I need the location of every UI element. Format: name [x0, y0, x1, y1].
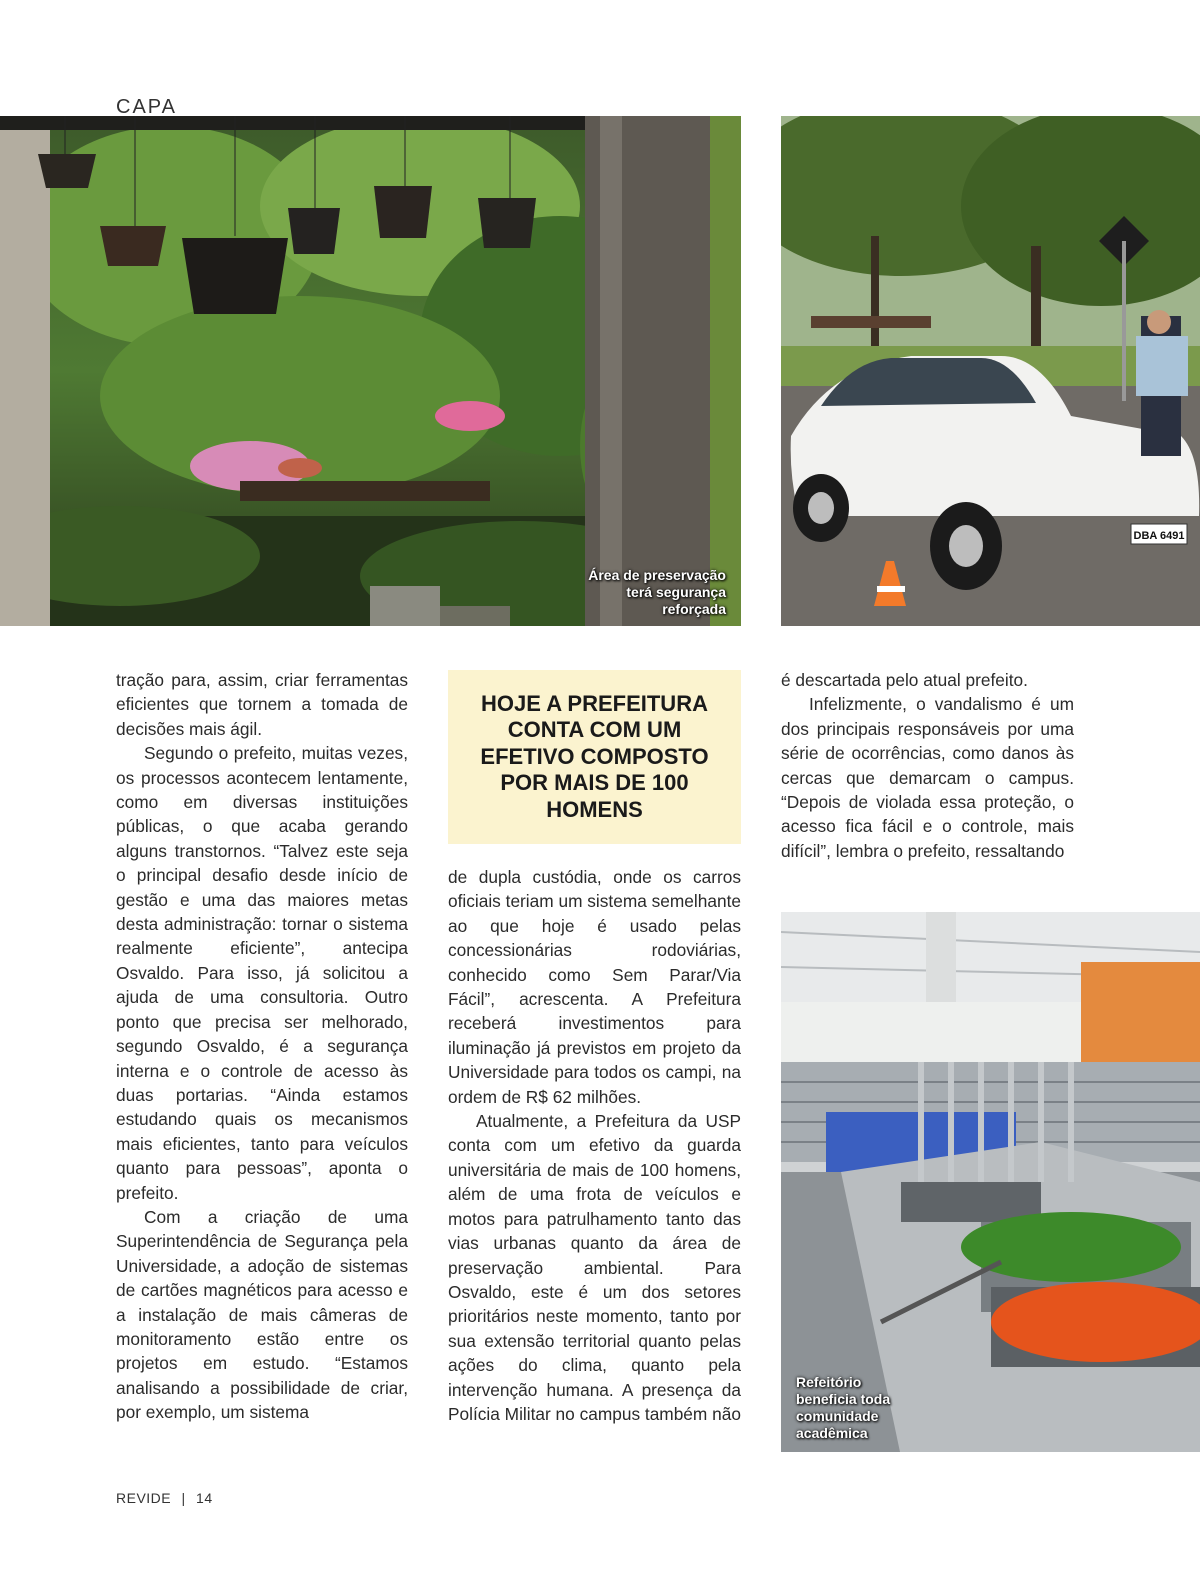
paragraph: Segundo o prefeito, muitas vezes, os processos acontecem lentamente, como em diversas instituições públicas, o que acaba gerando alguns transtornos. “Talvez este seja o principal desafio desde início de gestão e uma das maiores metas desta administração: tornar o sistema realmente eficiente”, antecipa Osvaldo. Para isso, já solicitou a ajuda de uma consultoria. Outro ponto que precisa ser melhorado, segundo Osvaldo, é a segurança interna e o controle de acesso às duas portarias. “Ainda estamos estudando quais os mecanismos mais eficientes, tanto para veículos quanto para pessoas”, aponta o prefeito.	[116, 743, 408, 1203]
cafeteria-photo	[781, 912, 1200, 1452]
paragraph: Infelizmente, o vandalismo é um dos principais responsáveis por uma série de ocorrências, como danos às cercas que demarcam o campus. “Depois de violada essa proteção, o acesso fica fácil e o controle, mais difícil”, lembra o prefeito, ressaltando	[781, 694, 1074, 861]
paragraph: é descartada pelo atual prefeito.	[781, 670, 1028, 690]
cafeteria-caption	[796, 1374, 956, 1442]
garden-caption-line: reforçada	[662, 601, 726, 617]
page-footer	[116, 1490, 213, 1506]
security-car-photo	[781, 116, 1200, 626]
cafeteria-caption-line: beneficia toda	[796, 1391, 891, 1407]
section-label: CAPA	[116, 96, 177, 118]
magazine-name: REVIDE	[116, 1490, 172, 1506]
garden-caption-line: Área de preservação	[588, 567, 726, 583]
garden-caption	[560, 567, 726, 618]
garden-photo	[0, 116, 741, 626]
page-number: 14	[196, 1490, 213, 1506]
column-3	[781, 668, 1074, 863]
cafeteria-caption-line: comunidade	[796, 1408, 879, 1424]
license-plate: DBA 6491	[1133, 530, 1185, 542]
paragraph: de dupla custódia, onde os carros oficiais teriam um sistema semelhante ao que hoje é usado pelas concessionárias rodoviárias, conhecido como Sem Parar/Via Fácil”, acrescenta. A Prefeitura receberá investimentos para iluminação já previstos em projeto da Universidade para todos os campi, na ordem de R$ 62 milhões.	[448, 867, 741, 1107]
garden-caption-line: terá segurança	[626, 584, 726, 600]
cafeteria-caption-line: acadêmica	[796, 1425, 868, 1441]
paragraph: tração para, assim, criar ferramentas eficientes que tornem a tomada de decisões mais ágil.	[116, 670, 408, 739]
paragraph: Atualmente, a Prefeitura da USP conta com um efetivo da guarda universitária de mais de 100 homens, além de uma frota de veículos e motos para patrulhamento tanto das vias urbanas quanto da área de preservação ambiental. Para Osvaldo, este é um dos setores prioritários neste momento, tanto por sua extensão territorial quanto pelas ações do clima, quanto pela intervenção humana. A presença da Polícia Militar no campus também não	[448, 1111, 741, 1424]
pull-quote-text: HOJE A PREFEITURA CONTA COM UM EFETIVO COMPOSTO POR MAIS DE 100 HOMENS	[480, 690, 709, 822]
cafeteria-caption-line: Refeitório	[796, 1374, 862, 1390]
footer-separator: |	[181, 1490, 186, 1506]
column-2	[448, 865, 741, 1426]
pull-quote	[448, 670, 741, 844]
paragraph: Com a criação de uma Superintendência de Segurança pela Universidade, a adoção de sistemas de cartões magnéticos para acesso e a instalação de mais câmeras de monitoramento estão entre os projetos em estudo. “Estamos analisando a possibilidade de criar, por exemplo, um sistema	[116, 1206, 408, 1423]
column-1	[116, 668, 408, 1425]
